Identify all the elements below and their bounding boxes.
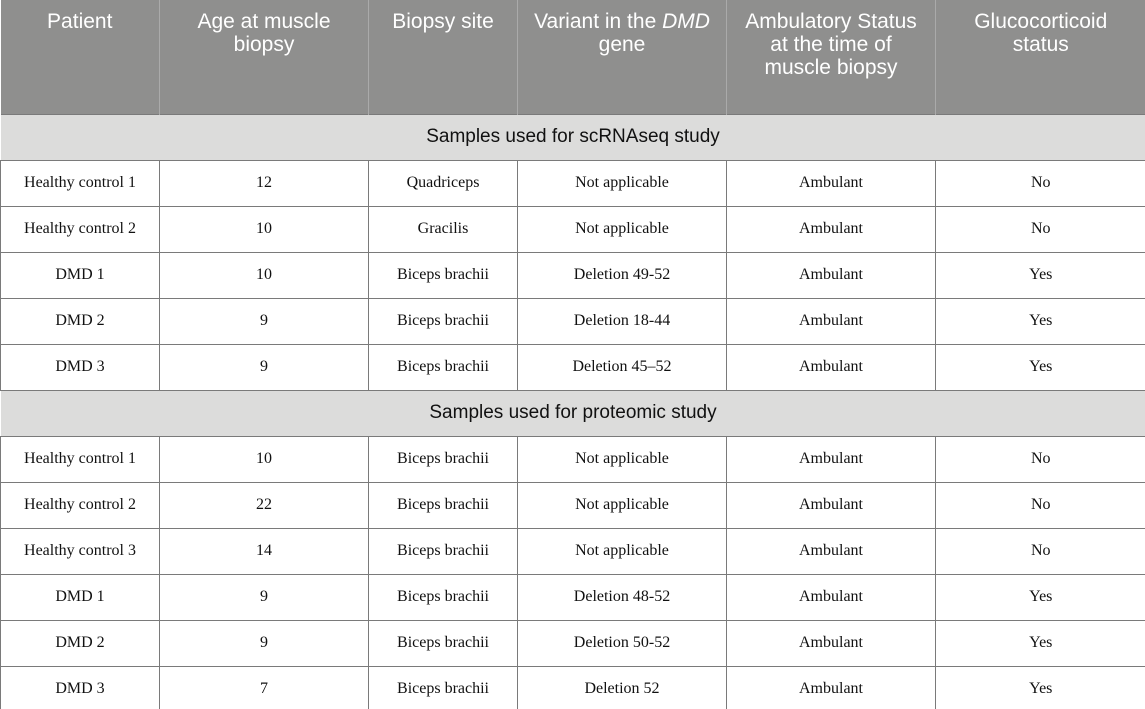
table-row (1, 574, 1145, 620)
cell-glucocorticoid: Yes (936, 252, 1145, 298)
header-patient: Patient (1, 0, 160, 114)
cell-age: 10 (160, 206, 369, 252)
cell-variant: Deletion 52 (518, 666, 727, 709)
table-header-row (1, 0, 1145, 114)
cell-site: Quadriceps (369, 160, 518, 206)
cell-site: Biceps brachii (369, 436, 518, 482)
cell-glucocorticoid: Yes (936, 298, 1145, 344)
header-variant-suffix: gene (598, 33, 646, 56)
header-biopsy-site: Biopsy site (369, 0, 518, 114)
cell-variant: Not applicable (518, 482, 727, 528)
cell-site: Biceps brachii (369, 666, 518, 709)
cell-variant: Deletion 18-44 (518, 298, 727, 344)
cell-age: 22 (160, 482, 369, 528)
cell-age: 9 (160, 298, 369, 344)
cell-site: Biceps brachii (369, 620, 518, 666)
cell-site: Biceps brachii (369, 344, 518, 390)
section-title: Samples used for proteomic study (1, 390, 1145, 436)
table-row (1, 666, 1145, 709)
table-row (1, 620, 1145, 666)
cell-ambulatory: Ambulant (727, 160, 936, 206)
header-variant (518, 0, 727, 114)
cell-glucocorticoid: Yes (936, 574, 1145, 620)
cell-glucocorticoid: No (936, 482, 1145, 528)
header-variant-prefix: Variant in the (534, 10, 657, 33)
cell-variant: Not applicable (518, 160, 727, 206)
cell-patient: DMD 1 (1, 574, 160, 620)
cell-patient: Healthy control 1 (1, 160, 160, 206)
cell-variant: Not applicable (518, 206, 727, 252)
cell-variant: Deletion 45–52 (518, 344, 727, 390)
cell-variant: Deletion 49-52 (518, 252, 727, 298)
cell-ambulatory: Ambulant (727, 436, 936, 482)
cell-ambulatory: Ambulant (727, 620, 936, 666)
cell-age: 12 (160, 160, 369, 206)
cell-ambulatory: Ambulant (727, 344, 936, 390)
cell-variant: Deletion 50-52 (518, 620, 727, 666)
cell-age: 7 (160, 666, 369, 709)
cell-patient: DMD 2 (1, 298, 160, 344)
header-ambulatory-status: Ambulatory Status at the time of muscle biopsy (727, 0, 936, 114)
cell-patient: Healthy control 3 (1, 528, 160, 574)
cell-glucocorticoid: No (936, 160, 1145, 206)
section-header-row (1, 114, 1145, 160)
cell-patient: DMD 1 (1, 252, 160, 298)
table-row (1, 482, 1145, 528)
cell-ambulatory: Ambulant (727, 252, 936, 298)
cell-glucocorticoid: No (936, 528, 1145, 574)
cell-glucocorticoid: Yes (936, 344, 1145, 390)
section-title: Samples used for scRNAseq study (1, 114, 1145, 160)
table-row (1, 344, 1145, 390)
cell-ambulatory: Ambulant (727, 298, 936, 344)
table-row (1, 206, 1145, 252)
cell-age: 10 (160, 436, 369, 482)
cell-site: Biceps brachii (369, 574, 518, 620)
cell-variant: Deletion 48-52 (518, 574, 727, 620)
table-row (1, 252, 1145, 298)
header-glucocorticoid-status: Glucocorticoid status (936, 0, 1145, 114)
cell-glucocorticoid: No (936, 436, 1145, 482)
table-row (1, 436, 1145, 482)
cell-variant: Not applicable (518, 528, 727, 574)
table-row (1, 528, 1145, 574)
cell-age: 9 (160, 620, 369, 666)
cell-ambulatory: Ambulant (727, 528, 936, 574)
cell-age: 14 (160, 528, 369, 574)
cell-patient: Healthy control 2 (1, 206, 160, 252)
cell-site: Gracilis (369, 206, 518, 252)
cell-ambulatory: Ambulant (727, 666, 936, 709)
cell-age: 9 (160, 344, 369, 390)
cell-glucocorticoid: Yes (936, 620, 1145, 666)
cell-age: 10 (160, 252, 369, 298)
table-row (1, 298, 1145, 344)
cell-site: Biceps brachii (369, 298, 518, 344)
cell-patient: DMD 3 (1, 666, 160, 709)
cell-ambulatory: Ambulant (727, 482, 936, 528)
cell-glucocorticoid: No (936, 206, 1145, 252)
cell-age: 9 (160, 574, 369, 620)
cell-patient: Healthy control 1 (1, 436, 160, 482)
cell-patient: DMD 3 (1, 344, 160, 390)
cell-patient: Healthy control 2 (1, 482, 160, 528)
cell-site: Biceps brachii (369, 252, 518, 298)
cell-patient: DMD 2 (1, 620, 160, 666)
cell-site: Biceps brachii (369, 528, 518, 574)
table-row (1, 160, 1145, 206)
table-body (1, 114, 1145, 709)
cell-ambulatory: Ambulant (727, 206, 936, 252)
header-age: Age at muscle biopsy (160, 0, 369, 114)
header-variant-gene: DMD (662, 10, 710, 33)
cell-variant: Not applicable (518, 436, 727, 482)
cell-glucocorticoid: Yes (936, 666, 1145, 709)
cell-site: Biceps brachii (369, 482, 518, 528)
cell-ambulatory: Ambulant (727, 574, 936, 620)
section-header-row (1, 390, 1145, 436)
